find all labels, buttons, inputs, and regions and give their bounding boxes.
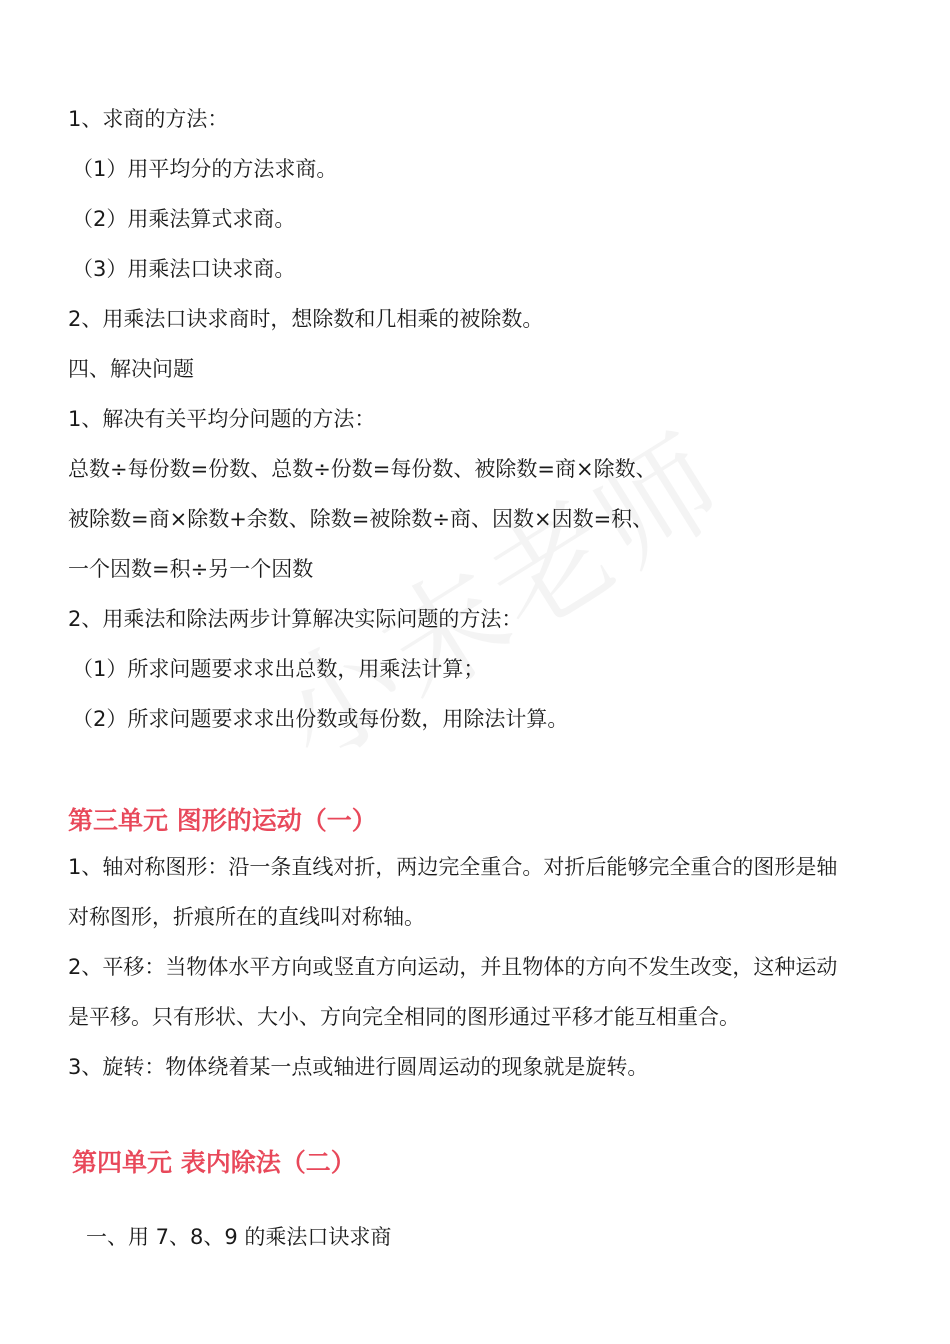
text-line: 2、平移：当物体水平方向或竖直方向运动，并且物体的方向不发生改变，这种运动 [68, 955, 838, 979]
text-line: （1）所求问题要求求出总数，用乘法计算； [72, 657, 485, 681]
text-line: 2、用乘法和除法两步计算解决实际问题的方法： [68, 607, 523, 631]
text-line: 被除数=商×除数+余数、除数=被除数÷商、因数×因数=积、 [68, 507, 654, 531]
text-line: 2、用乘法口诀求商时，想除数和几相乘的被除数。 [68, 307, 544, 331]
text-line: （1）用平均分的方法求商。 [72, 157, 338, 181]
text-line: 1、轴对称图形：沿一条直线对折，两边完全重合。对折后能够完全重合的图形是轴 [68, 855, 838, 879]
text-line: 一个因数=积÷另一个因数 [68, 557, 314, 581]
text-line: （2）所求问题要求求出份数或每份数，用除法计算。 [72, 707, 569, 731]
text-line: （3）用乘法口诀求商。 [72, 257, 296, 281]
text-line: 是平移。只有形状、大小、方向完全相同的图形通过平移才能互相重合。 [68, 1005, 740, 1029]
watermark [240, 387, 752, 796]
text-line: 一、用 7、8、9 的乘法口诀求商 [86, 1225, 392, 1249]
text-line: 3、旋转：物体绕着某一点或轴进行圆周运动的现象就是旋转。 [68, 1055, 649, 1079]
unit3-heading: 第三单元 图形的运动（一） [68, 806, 377, 835]
text-line: 1、求商的方法： [68, 107, 229, 131]
section-title: 四、解决问题 [68, 357, 194, 381]
text-line: （2）用乘法算式求商。 [72, 207, 296, 231]
text-line: 总数÷每份数=份数、总数÷份数=每份数、被除数=商×除数、 [68, 457, 657, 481]
unit4-heading: 第四单元 表内除法（二） [72, 1148, 356, 1177]
text-line: 1、解决有关平均分问题的方法： [68, 407, 376, 431]
text-line: 对称图形，折痕所在的直线叫对称轴。 [68, 905, 425, 929]
